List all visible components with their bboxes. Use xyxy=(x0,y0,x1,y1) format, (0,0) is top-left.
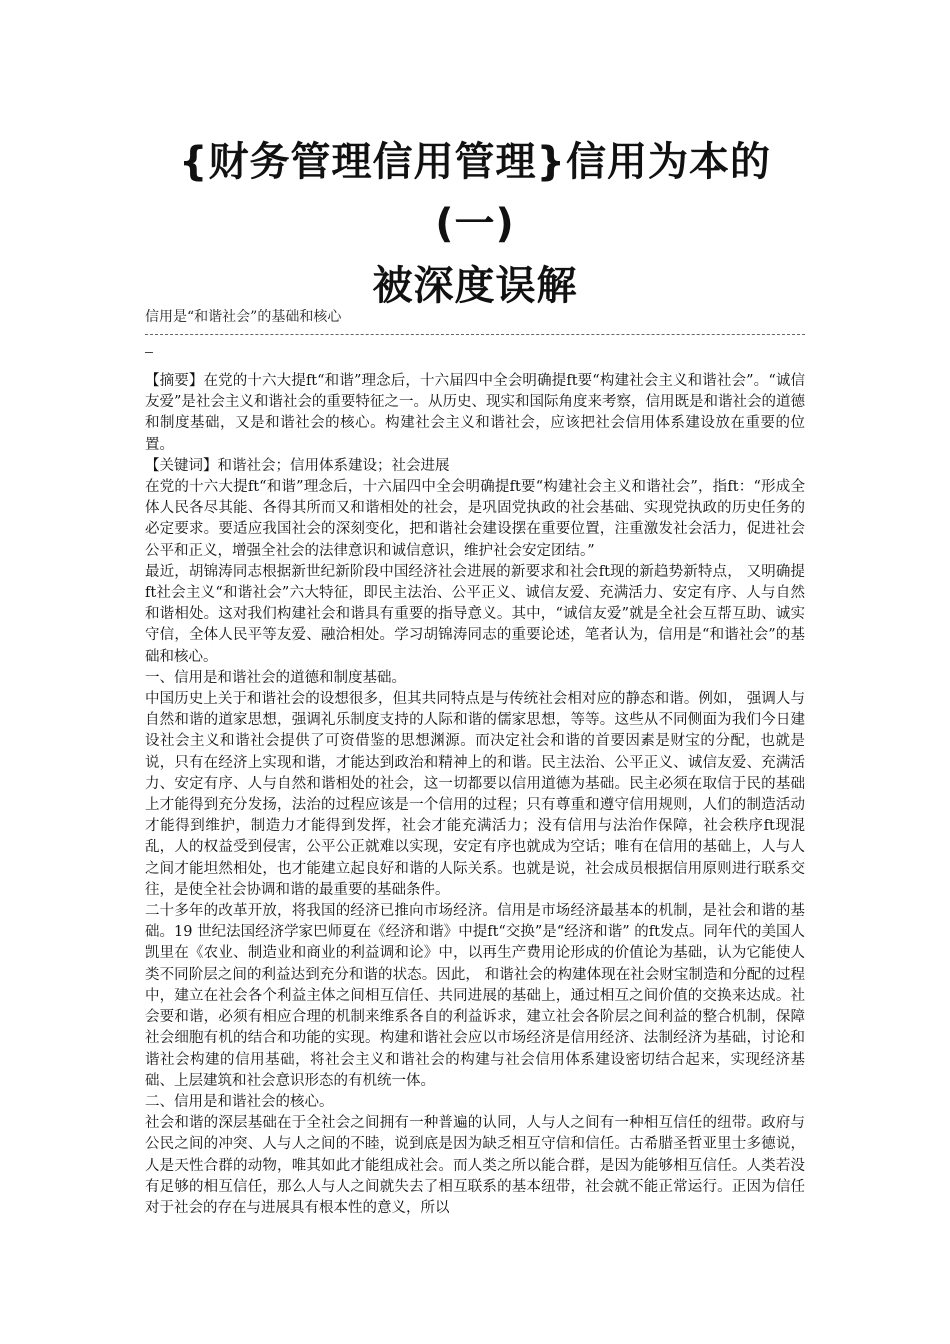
keywords-paragraph: 【关键词】和谐社会；信用体系建设；社会进展 xyxy=(145,457,450,474)
document-subtitle: 信用是“和谐社会”的基础和核心 xyxy=(145,309,342,325)
body-paragraph: 在党的十六大提ft“和谐”理念后，十六届四中全会明确提ft要“构建社会主义和谐社会”，指ft：“形成全体人民各尽其能、各得其所而又和谐相处的社会，是巩固党执政的社会基础、实现党执政的历史任务的必定要求。要适应我国社会的深刻变化，把和谐社会建设摆在重要位置，注重激发社会活力，促进社会公平和正义，增强全社会的法律意识和诚信意识，维护社会安定团结。” xyxy=(145,479,805,559)
dashed-divider xyxy=(145,334,805,335)
divider-tail xyxy=(145,352,153,353)
section-heading: 一、信用是和谐社会的道德和制度基础。 xyxy=(145,669,406,686)
section-heading: 二、信用是和谐社会的核心。 xyxy=(145,1093,334,1110)
document-title-line-1: {财务管理信用管理}信用为本的 xyxy=(179,139,771,185)
document-body xyxy=(145,371,805,1219)
body-paragraph: 社会和谐的深层基础在于全社会之间拥有一种普遍的认同，人与人之间有一种相互信任的纽带。政府与公民之间的冲突、人与人之间的不睦，说到底是因为缺乏相互守信和信任。古希腊圣哲亚里士多德说，人是天性合群的动物，唯其如此才能组成社会。而人类之所以能合群，是因为能够相互信任。人类若没有足够的相互信任，那么人与人之间就失去了相互联系的基本纽带，社会就不能正常运行。正因为信任对于社会的存在与进展具有根本性的意义，所以 xyxy=(145,1115,805,1216)
abstract-paragraph: 【摘要】在党的十六大提ft“和谐”理念后，十六届四中全会明确提ft要“构建社会主义和谐社会”。“诚信友爱”是社会主义和谐社会的重要特征之一。从历史、现实和国际角度来考察，信用既是和谐社会的道德和制度基础，又是和谐社会的核心。构建社会主义和谐社会，应该把社会信用体系建设放在重要的位置。 xyxy=(145,373,805,453)
body-paragraph: 中国历史上关于和谐社会的设想很多，但其共同特点是与传统社会相对应的静态和谐。例如， 强调人与自然和谐的道家思想，强调礼乐制度支持的人际和谐的儒家思想，等等。这些从不同侧面为我们今日建设社会主义和谐社会提供了可资借鉴的思想渊源。而决定社会和谐的首要因素是财宝的分配，也就是说，只有在经济上实现和谐，才能达到政治和精神上的和谐。民主法治、公平正义、诚信友爱、充满活力、安定有序、人与自然和谐相处的社会，这一切都要以信用道德为基础。民主必须在取信于民的基础上才能得到充分发扬，法治的过程应该是一个信用的过程；只有尊重和遵守信用规则，人们的制造活动才能得到维护，制造力才能得到发挥，社会才能充满活力；没有信用与法治作保障，社会秩序ft现混乱，人的权益受到侵害，公平公正就难以实现，安定有序也就成为空话；唯有在信用的基础上，人与人之间才能坦然相处，也才能建立起良好和谐的人际关系。也就是说，社会成员根据信用原则进行联系交往，是使全社会协调和谐的最重要的基础条件。 xyxy=(145,691,805,898)
body-paragraph: 最近，胡锦涛同志根据新世纪新阶段中国经济社会进展的新要求和社会ft现的新趋势新特点， 又明确提ft社会主义“和谐社会”六大特征，即民主法治、公平正义、诚信友爱、充满活力、安定有序、人与自然和谐相处。这对我们构建社会和谐具有重要的指导意义。其中，“诚信友爱”就是全社会互帮互助、诚实守信，全体人民平等友爱、融洽相处。学习胡锦涛同志的重要论述，笔者认为，信用是“和谐社会”的基础和核心。 xyxy=(145,563,805,665)
document-title-line-2: (一) xyxy=(435,201,515,247)
document-title-line-3: 被深度误解 xyxy=(372,263,578,309)
body-paragraph: 二十多年的改革开放，将我国的经济已推向市场经济。信用是市场经济最基本的机制，是社会和谐的基础。19 世纪法国经济学家巴师夏在《经济和谐》中提ft“交换”是“经济和谐” 的ft发点。同年代的美国人凯里在《农业、制造业和商业的利益调和论》中，以再生产费用论形成的价值论为基础，认为它能使人类不同阶层之间的利益达到充分和谐的状态。因此， 和谐社会的构建体现在社会财宝制造和分配的过程中，建立在社会各个利益主体之间相互信任、共同进展的基础上，通过相互之间价值的交换来达成。社会要和谐，必须有相应合理的机制来维系各自的利益诉求，建立社会各阶层之间利益的整合机制，保障社会细胞有机的结合和功能的实现。构建和谐社会应以市场经济是信用经济、法制经济为基础，讨论和谐社会构建的信用基础，将社会主义和谐社会的构建与社会信用体系建设密切结合起来，实现经济基础、上层建筑和社会意识形态的有机统一体。 xyxy=(145,903,805,1089)
